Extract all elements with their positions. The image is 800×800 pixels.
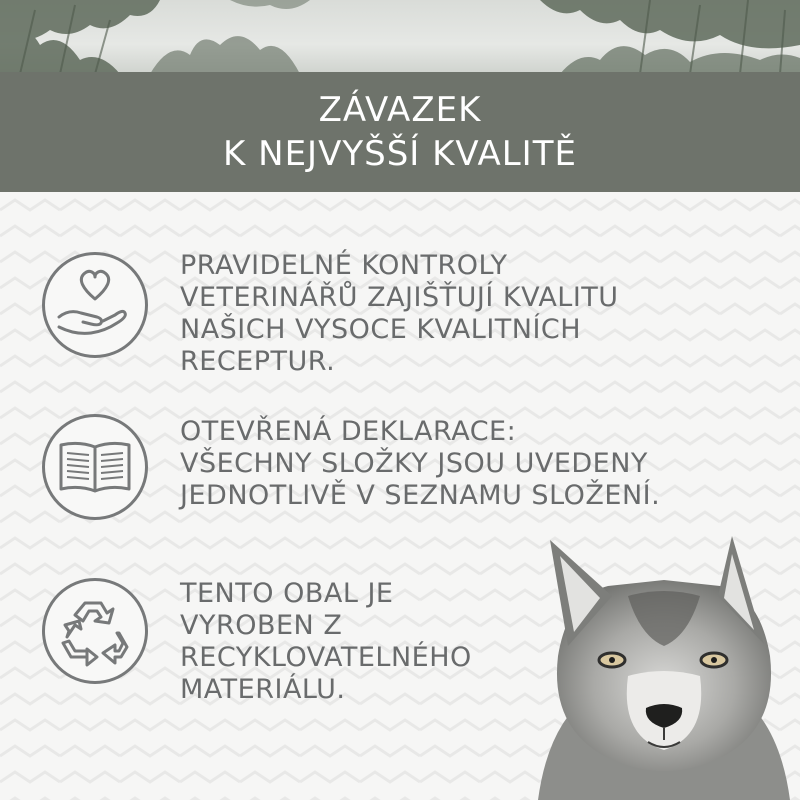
forest-photo [0, 0, 800, 74]
feature-line: PRAVIDELNÉ KONTROLY [180, 250, 508, 281]
feature-line: VETERINÁŘŮ ZAJIŠŤUJÍ KVALITU [180, 282, 619, 313]
feature-line: OTEVŘENÁ DEKLARACE: [180, 416, 517, 447]
feature-line: VŠECHNY SLOŽKY JSOU UVEDENY [180, 448, 648, 479]
feature-line: VYROBEN Z [180, 610, 343, 641]
open-book-icon [42, 414, 148, 520]
header-band [0, 72, 800, 192]
header-title-line1: ZÁVAZEK [318, 90, 482, 130]
feature-line: RECYKLOVATELNÉHO [180, 642, 472, 673]
feature-line: MATERIÁLU. [180, 674, 346, 705]
feature-line: JEDNOTLIVĚ V SEZNAMU SLOŽENÍ. [180, 480, 661, 511]
feature-row-vet [0, 250, 800, 380]
feature-text-recycle [180, 578, 472, 706]
wolf-image [528, 536, 800, 800]
feature-text-declaration [180, 416, 660, 512]
recycle-icon [42, 578, 148, 684]
feature-row-declaration [0, 414, 800, 524]
feature-text-vet [180, 250, 619, 378]
feature-line: NAŠICH VYSOCE KVALITNÍCH [180, 314, 582, 345]
feature-line: TENTO OBAL JE [180, 578, 394, 609]
feature-line: RECEPTUR. [180, 346, 336, 377]
heart-in-hand-icon [42, 252, 148, 358]
header-title-line2: K NEJVYŠŠÍ KVALITĚ [223, 134, 577, 174]
